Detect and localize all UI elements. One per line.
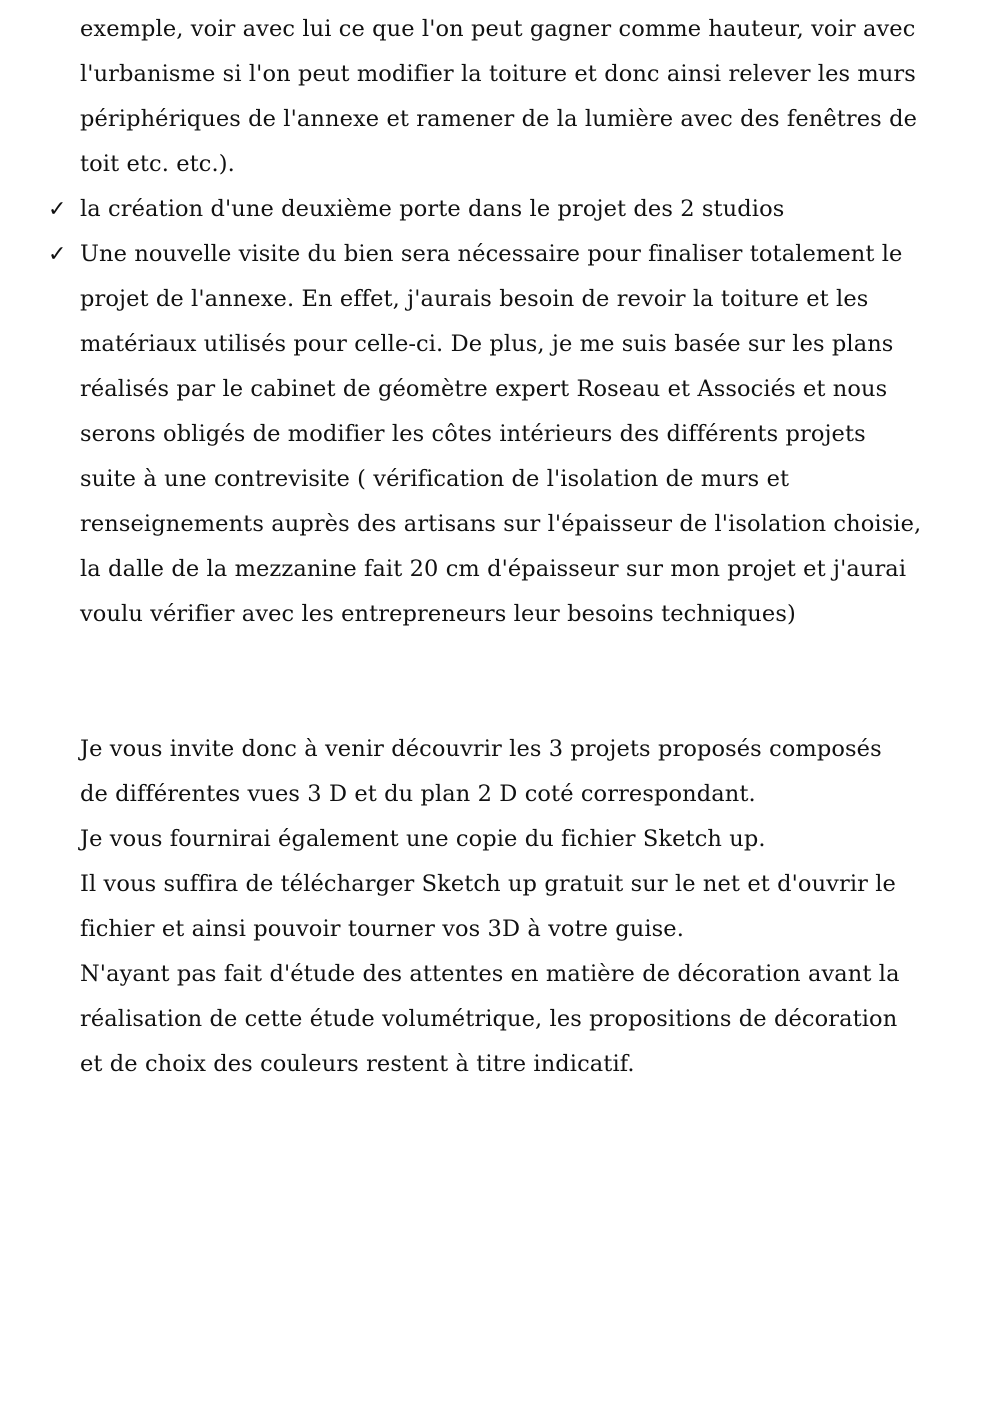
text-line: toit etc. etc.). — [80, 151, 235, 177]
bullet-item-new-visit — [80, 232, 960, 637]
text-line: projet de l'annexe. En effet, j'aurais besoin de revoir la toiture et les — [80, 286, 869, 312]
text-line: Il vous suffira de télécharger Sketch up gratuit sur le net et d'ouvrir le — [80, 871, 896, 897]
bullet-item-second-door — [80, 187, 960, 232]
text-line: voulu vérifier avec les entrepreneurs leur besoins techniques) — [80, 601, 796, 627]
text-line: renseignements auprès des artisans sur l'épaisseur de l'isolation choisie, — [80, 511, 922, 537]
text-line: la dalle de la mezzanine fait 20 cm d'épaisseur sur mon projet et j'aurai — [80, 556, 907, 582]
text-line: la création d'une deuxième porte dans le projet des 2 studios — [80, 196, 785, 222]
text-line: fichier et ainsi pouvoir tourner vos 3D à votre guise. — [80, 916, 684, 942]
text-line: réalisation de cette étude volumétrique, les propositions de décoration — [80, 1006, 898, 1032]
text-line: l'urbanisme si l'on peut modifier la toiture et donc ainsi relever les murs — [80, 61, 916, 87]
text-line: Je vous invite donc à venir découvrir les 3 projets proposés composés — [80, 736, 882, 762]
text-line: matériaux utilisés pour celle-ci. De plus, je me suis basée sur les plans — [80, 331, 894, 357]
text-line: et de choix des couleurs restent à titre indicatif. — [80, 1051, 635, 1077]
text-line: exemple, voir avec lui ce que l'on peut gagner comme hauteur, voir avec — [80, 16, 916, 42]
text-line: N'ayant pas fait d'étude des attentes en matière de décoration avant la — [80, 961, 900, 987]
text-line: Je vous fournirai également une copie du fichier Sketch up. — [80, 826, 766, 852]
closing-paragraph — [80, 727, 960, 1087]
text-line: suite à une contrevisite ( vérification de l'isolation de murs et — [80, 466, 790, 492]
checkmark-icon: ✓ — [48, 242, 67, 267]
text-line: périphériques de l'annexe et ramener de la lumière avec des fenêtres de — [80, 106, 917, 132]
text-line: serons obligés de modifier les côtes intérieurs des différents projets — [80, 421, 866, 447]
text-line: Une nouvelle visite du bien sera nécessaire pour finaliser totalement le — [80, 241, 903, 267]
checkmark-icon: ✓ — [48, 197, 67, 222]
text-line: de différentes vues 3 D et du plan 2 D coté correspondant. — [80, 781, 756, 807]
continuation-paragraph — [80, 7, 960, 187]
text-line: réalisés par le cabinet de géomètre expert Roseau et Associés et nous — [80, 376, 888, 402]
